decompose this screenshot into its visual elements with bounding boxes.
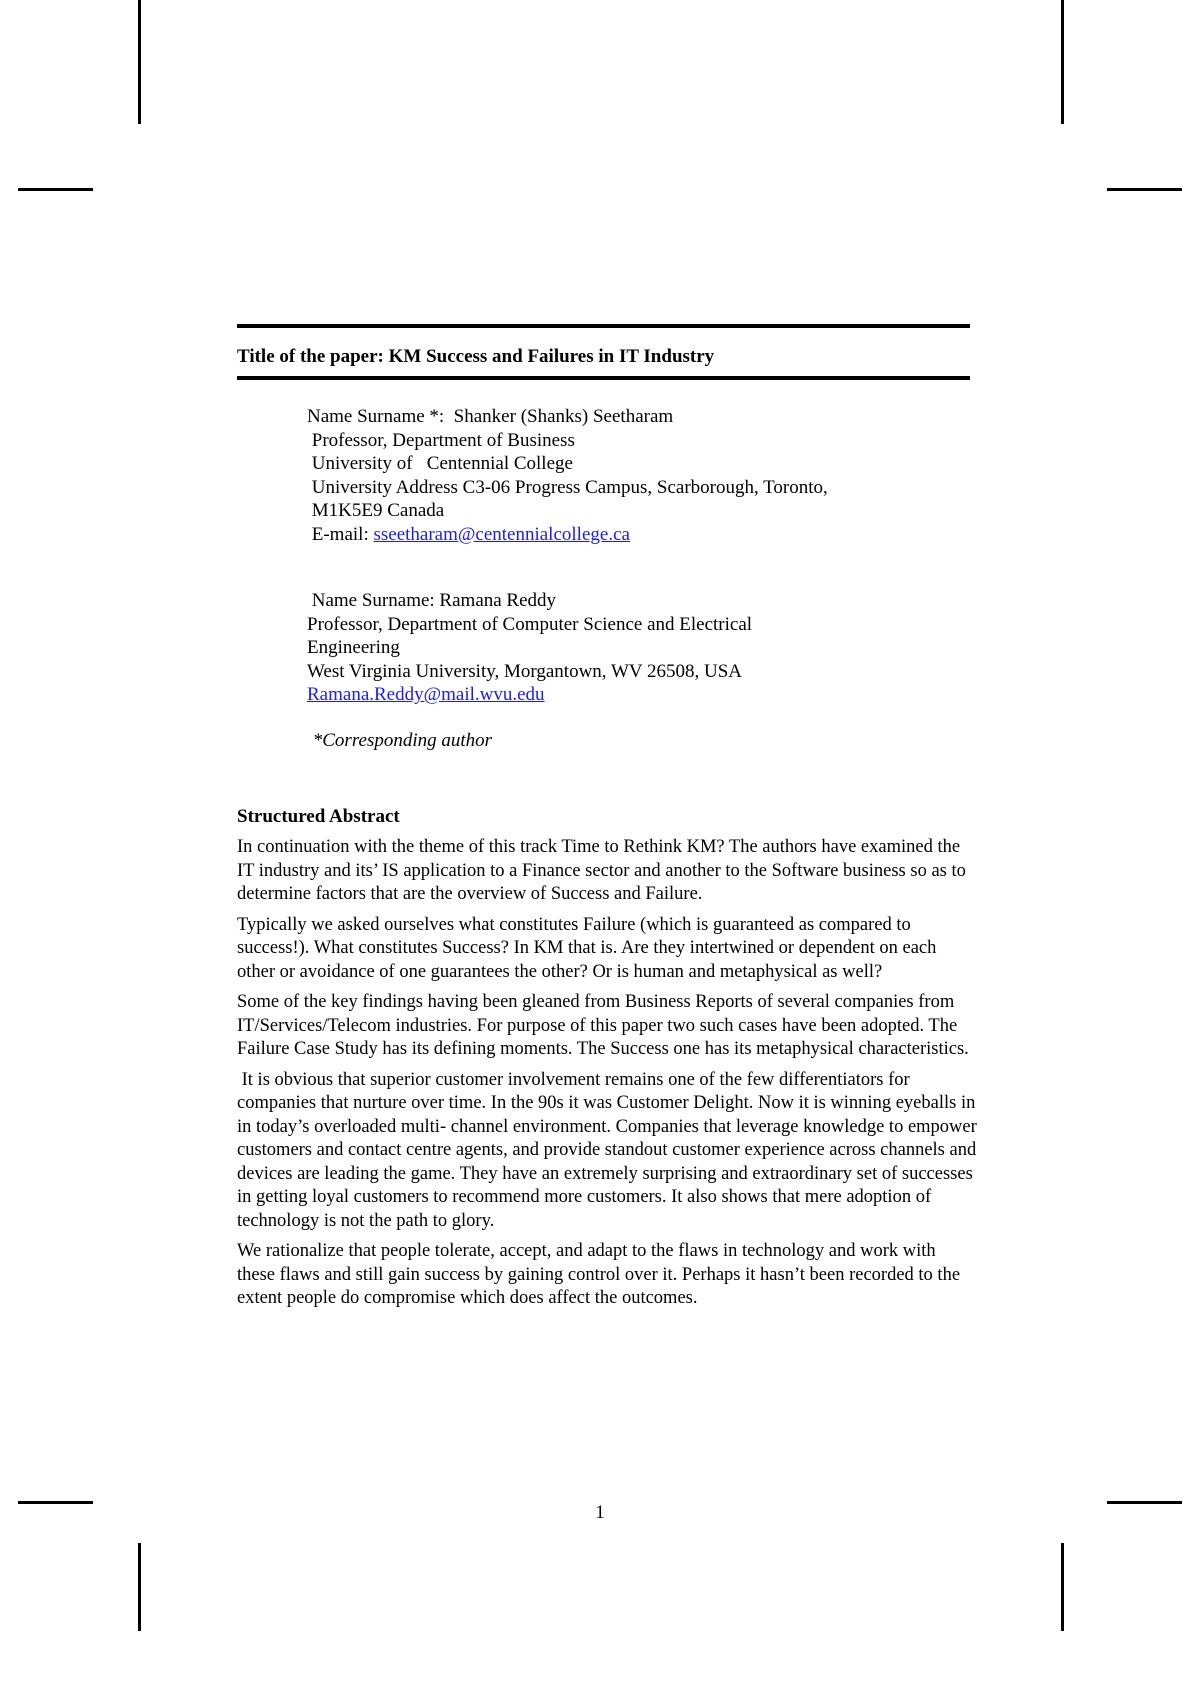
paper-title: Title of the paper: KM Success and Failures in IT Industry — [237, 346, 715, 367]
abstract-body — [237, 836, 982, 1318]
author-1-address: University Address C3-06 Progress Campus, Scarborough, Toronto, — [307, 476, 828, 498]
author-2-name: Name Surname: Ramana Reddy — [307, 590, 557, 611]
author-block-1 — [307, 405, 828, 546]
crop-mark-top-left-horizontal — [18, 188, 93, 191]
crop-mark-top-right-horizontal — [1107, 188, 1182, 191]
abstract-paragraph-1: In continuation with the theme of this track Time to Rethink KM? The authors have examined the IT industry and its’ IS application to a Finance sector and another to the Software business so as to determine factors that are the overview of Success and Failure. — [237, 837, 966, 904]
abstract-paragraph-4: It is obvious that superior customer involvement remains one of the few differentiators for companies that nurture over time. In the 90s it was Customer Delight. Now it is winning eyeballs in in today’s overloaded multi- channel environment. Companies that leverage knowledge to empower customers and contact centre agents, and provide standout customer experience across channels and devices are leading the game. They have an extremely surprising and extraordinary set of successes in getting loyal customers to recommend more customers. It also shows that mere adoption of technology is not the path to glory. — [237, 1069, 982, 1231]
author-2-email-line — [307, 683, 752, 707]
title-rule-bottom — [237, 376, 970, 380]
author-block-2 — [307, 589, 752, 707]
crop-mark-bottom-right-vertical — [1061, 1543, 1064, 1631]
title-rule-top — [237, 324, 970, 328]
author-1-institution: University of Centennial College — [307, 453, 573, 474]
crop-mark-bottom-left-vertical — [138, 1543, 141, 1631]
abstract-heading: Structured Abstract — [237, 806, 400, 827]
author-2-position-cont: Engineering — [307, 637, 400, 658]
author-1-email-link[interactable]: sseetharam@centennialcollege.ca — [373, 523, 630, 545]
page-number: 1 — [595, 1502, 605, 1523]
corresponding-author-note: *Corresponding author — [308, 730, 493, 751]
author-2-position: Professor, Department of Computer Science and Electrical — [307, 613, 753, 635]
abstract-paragraph-2: Typically we asked ourselves what constitutes Failure (which is guaranteed as compared to success!). What constitutes Success? In KM that is. Are they intertwined or dependent on each other or avoidance of one guarantees the other? Or is human and metaphysical as well? — [237, 914, 937, 982]
author-1-position: Professor, Department of Business — [307, 429, 575, 451]
author-1-email-line — [307, 523, 828, 547]
author-2-institution: West Virginia University, Morgantown, WV 26508, USA — [307, 660, 743, 682]
crop-mark-top-right-vertical — [1061, 0, 1064, 124]
author-1-email-label: E-mail: — [307, 523, 374, 545]
crop-mark-top-left-vertical — [138, 0, 141, 124]
abstract-paragraph-5: We rationalize that people tolerate, accept, and adapt to the flaws in technology and work with these flaws and still gain success by gaining control over it. Perhaps it hasn’t been recorded to the extent people do compromise which does affect the outcomes. — [237, 1241, 961, 1308]
abstract-paragraph-3: Some of the key findings having been gleaned from Business Reports of several companies from IT/Services/Telecom industries. For purpose of this paper two such cases have been adopted. The Failure Case Study has its defining moments. The Success one has its metaphysical characteristics. — [237, 992, 969, 1059]
author-1-address-cont: M1K5E9 Canada — [307, 500, 445, 521]
author-1-name: Name Surname *: Shanker (Shanks) Seetharam — [307, 406, 674, 427]
author-2-email-link[interactable]: Ramana.Reddy@mail.wvu.edu — [307, 684, 545, 705]
